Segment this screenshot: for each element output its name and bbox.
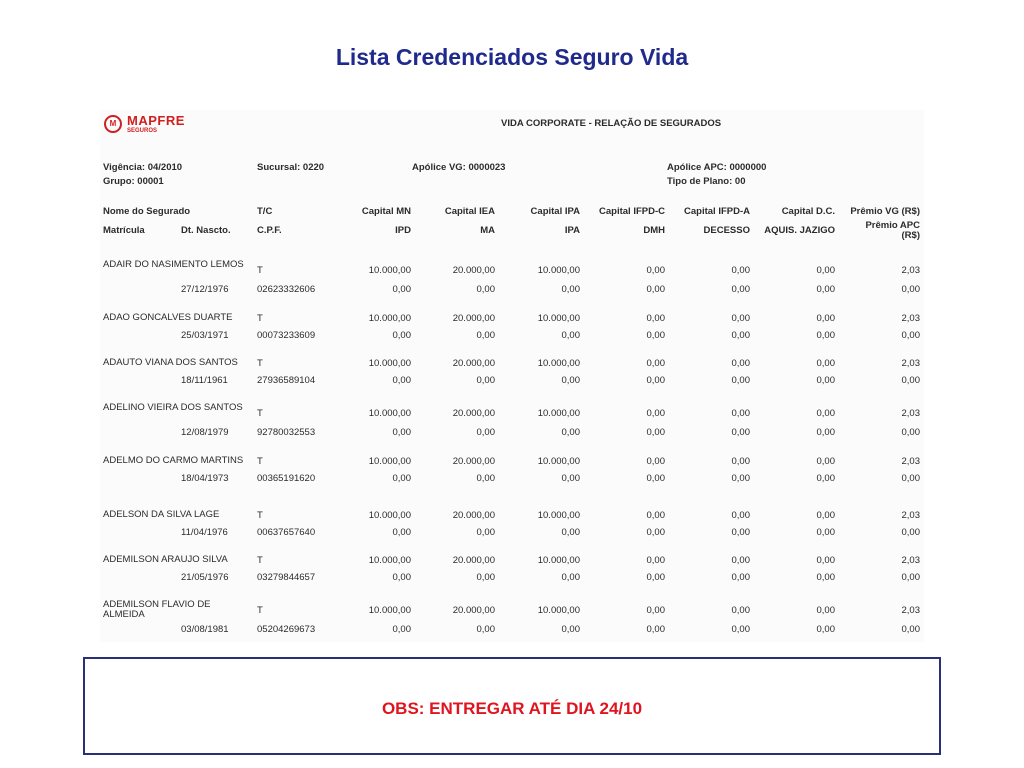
row1-value: 10.000,00 bbox=[537, 313, 580, 324]
row2-value: 0,00 bbox=[901, 330, 920, 341]
row2-value: 0,00 bbox=[731, 473, 750, 484]
row1-value: 10.000,00 bbox=[368, 510, 411, 521]
row2-value: 0,00 bbox=[561, 527, 580, 538]
header-row2-col-6: DMH bbox=[643, 225, 665, 236]
logo-name: MAPFRE bbox=[127, 113, 185, 128]
header-row2-col-3: IPD bbox=[395, 225, 411, 236]
row2-value: 0,00 bbox=[816, 330, 835, 341]
row2-value: 0,00 bbox=[646, 624, 665, 635]
row2-value: 0,00 bbox=[901, 527, 920, 538]
row1-value: 10.000,00 bbox=[537, 605, 580, 616]
row1-value: 10.000,00 bbox=[368, 605, 411, 616]
insured-name: ADAO GONCALVES DUARTE bbox=[103, 312, 233, 323]
row1-value: 0,00 bbox=[646, 555, 665, 566]
row2-value: 0,00 bbox=[901, 427, 920, 438]
row1-value: 2,03 bbox=[901, 313, 920, 324]
row1-value: 0,00 bbox=[816, 313, 835, 324]
row1-value: 0,00 bbox=[816, 456, 835, 467]
row2-value: 0,00 bbox=[646, 572, 665, 583]
row1-value: 10.000,00 bbox=[368, 358, 411, 369]
row1-value: 0,00 bbox=[731, 313, 750, 324]
header-row2-col-7: DECESSO bbox=[703, 225, 750, 236]
row2-value: 0,00 bbox=[476, 330, 495, 341]
header-dt-nascto: Dt. Nascto. bbox=[181, 225, 231, 236]
row2-value: 0,00 bbox=[731, 330, 750, 341]
insured-name: ADEMILSON ARAUJO SILVA bbox=[103, 554, 228, 565]
row2-value: 0,00 bbox=[646, 527, 665, 538]
vigencia: Vigência: 04/2010 bbox=[103, 162, 183, 173]
row2-value: 0,00 bbox=[646, 284, 665, 295]
tc-value: T bbox=[257, 408, 263, 419]
row1-value: 0,00 bbox=[816, 358, 835, 369]
row1-value: 0,00 bbox=[816, 555, 835, 566]
row2-value: 0,00 bbox=[646, 473, 665, 484]
tc-value: T bbox=[257, 510, 263, 521]
row2-value: 0,00 bbox=[816, 284, 835, 295]
row2-value: 0,00 bbox=[731, 375, 750, 386]
tc-value: T bbox=[257, 456, 263, 467]
cpf-value: 00365191620 bbox=[257, 473, 316, 484]
row2-value: 0,00 bbox=[476, 572, 495, 583]
apolice-vg: Apólice VG: 0000023 bbox=[412, 162, 506, 173]
row2-value: 0,00 bbox=[816, 427, 835, 438]
birth-date: 27/12/1976 bbox=[181, 284, 229, 295]
mapfre-logo bbox=[104, 114, 185, 134]
row1-value: 20.000,00 bbox=[452, 408, 495, 419]
row1-value: 0,00 bbox=[816, 510, 835, 521]
header-row1-col-8: Prêmio VG (R$) bbox=[850, 206, 920, 217]
row1-value: 10.000,00 bbox=[537, 456, 580, 467]
row1-value: 0,00 bbox=[731, 358, 750, 369]
slide-title: Lista Credenciados Seguro Vida bbox=[335, 44, 689, 70]
row2-value: 0,00 bbox=[731, 527, 750, 538]
row2-value: 0,00 bbox=[392, 624, 411, 635]
row1-value: 2,03 bbox=[901, 408, 920, 419]
header-row2-col-5: IPA bbox=[564, 225, 580, 236]
birth-date: 18/04/1973 bbox=[181, 473, 229, 484]
row2-value: 0,00 bbox=[476, 624, 495, 635]
insured-list-document bbox=[100, 110, 924, 642]
row1-value: 2,03 bbox=[901, 555, 920, 566]
row2-value: 0,00 bbox=[561, 624, 580, 635]
row2-value: 0,00 bbox=[731, 624, 750, 635]
row1-value: 0,00 bbox=[646, 265, 665, 276]
row1-value: 20.000,00 bbox=[452, 510, 495, 521]
row2-value: 0,00 bbox=[731, 427, 750, 438]
header-row2-col-8: AQUIS. JAZIGO bbox=[764, 225, 835, 236]
row1-value: 0,00 bbox=[646, 408, 665, 419]
row1-value: 10.000,00 bbox=[368, 555, 411, 566]
row2-value: 0,00 bbox=[646, 330, 665, 341]
cpf-value: 00637657640 bbox=[257, 527, 316, 538]
row1-value: 10.000,00 bbox=[368, 408, 411, 419]
row1-value: 10.000,00 bbox=[537, 358, 580, 369]
row1-value: 10.000,00 bbox=[368, 456, 411, 467]
row2-value: 0,00 bbox=[392, 527, 411, 538]
row2-value: 0,00 bbox=[561, 284, 580, 295]
row2-value: 0,00 bbox=[476, 284, 495, 295]
row1-value: 20.000,00 bbox=[452, 456, 495, 467]
row1-value: 0,00 bbox=[731, 456, 750, 467]
birth-date: 18/11/1961 bbox=[181, 375, 228, 386]
apolice-apc: Apólice APC: 0000000 bbox=[667, 162, 767, 173]
header-row2-col-4: MA bbox=[480, 225, 495, 236]
row2-value: 0,00 bbox=[392, 284, 411, 295]
row2-value: 0,00 bbox=[901, 473, 920, 484]
row2-value: 0,00 bbox=[646, 375, 665, 386]
birth-date: 03/08/1981 bbox=[181, 624, 229, 635]
row2-value: 0,00 bbox=[392, 427, 411, 438]
row1-value: 10.000,00 bbox=[368, 265, 411, 276]
logo-sub: SEGUROS bbox=[127, 127, 158, 134]
tc-value: T bbox=[257, 358, 263, 369]
insured-name: ADELINO VIEIRA DOS SANTOS bbox=[103, 402, 243, 413]
insured-name: ADELMO DO CARMO MARTINS bbox=[103, 455, 244, 466]
cpf-value: 92780032553 bbox=[257, 427, 316, 438]
row2-value: 0,00 bbox=[392, 473, 411, 484]
row2-value: 0,00 bbox=[901, 284, 920, 295]
row2-value: 0,00 bbox=[561, 427, 580, 438]
header-row2-col-9: Prêmio APC (R$) bbox=[865, 220, 920, 241]
row1-value: 20.000,00 bbox=[452, 313, 495, 324]
row2-value: 0,00 bbox=[901, 375, 920, 386]
row2-value: 0,00 bbox=[476, 473, 495, 484]
row1-value: 20.000,00 bbox=[452, 265, 495, 276]
row1-value: 0,00 bbox=[646, 605, 665, 616]
row2-value: 0,00 bbox=[476, 527, 495, 538]
row1-value: 0,00 bbox=[731, 408, 750, 419]
header-tc: T/C bbox=[257, 206, 273, 217]
sucursal: Sucursal: 0220 bbox=[257, 162, 325, 173]
row1-value: 0,00 bbox=[731, 555, 750, 566]
birth-date: 25/03/1971 bbox=[181, 330, 229, 341]
tc-value: T bbox=[257, 265, 263, 276]
row2-value: 0,00 bbox=[392, 572, 411, 583]
cpf-value: 02623332606 bbox=[257, 284, 316, 295]
row2-value: 0,00 bbox=[901, 624, 920, 635]
tipo-plano: Tipo de Plano: 00 bbox=[667, 176, 746, 187]
cpf-value: 00073233609 bbox=[257, 330, 316, 341]
row2-value: 0,00 bbox=[561, 572, 580, 583]
row2-value: 0,00 bbox=[731, 284, 750, 295]
row2-value: 0,00 bbox=[816, 572, 835, 583]
row1-value: 10.000,00 bbox=[368, 313, 411, 324]
row1-value: 2,03 bbox=[901, 456, 920, 467]
row1-value: 2,03 bbox=[901, 358, 920, 369]
row1-value: 2,03 bbox=[901, 605, 920, 616]
header-row1-col-2: Capital MN bbox=[361, 206, 411, 217]
cpf-value: 27936589104 bbox=[257, 375, 316, 386]
insured-name: ADEMILSON FLAVIO DE ALMEIDA bbox=[103, 599, 211, 620]
tc-value: T bbox=[257, 605, 263, 616]
observation-text: OBS: ENTREGAR ATÉ DIA 24/10 bbox=[381, 699, 643, 718]
row2-value: 0,00 bbox=[392, 330, 411, 341]
insured-name: ADELSON DA SILVA LAGE bbox=[103, 509, 220, 520]
row1-value: 0,00 bbox=[816, 408, 835, 419]
row1-value: 0,00 bbox=[646, 358, 665, 369]
header-matricula: Matrícula bbox=[103, 225, 145, 236]
row2-value: 0,00 bbox=[476, 427, 495, 438]
cpf-value: 05204269673 bbox=[257, 624, 316, 635]
row2-value: 0,00 bbox=[476, 375, 495, 386]
birth-date: 21/05/1976 bbox=[181, 572, 229, 583]
row2-value: 0,00 bbox=[816, 375, 835, 386]
tc-value: T bbox=[257, 555, 263, 566]
row1-value: 2,03 bbox=[901, 265, 920, 276]
insured-name: ADAUTO VIANA DOS SANTOS bbox=[103, 357, 238, 368]
row2-value: 0,00 bbox=[561, 330, 580, 341]
row1-value: 0,00 bbox=[646, 313, 665, 324]
row1-value: 0,00 bbox=[816, 265, 835, 276]
row1-value: 0,00 bbox=[816, 605, 835, 616]
row1-value: 0,00 bbox=[646, 456, 665, 467]
header-cpf: C.P.F. bbox=[257, 225, 282, 236]
row1-value: 0,00 bbox=[731, 265, 750, 276]
row1-value: 20.000,00 bbox=[452, 605, 495, 616]
row2-value: 0,00 bbox=[392, 375, 411, 386]
row2-value: 0,00 bbox=[561, 375, 580, 386]
report-title: VIDA CORPORATE - RELAÇÃO DE SEGURADOS bbox=[501, 118, 722, 129]
row1-value: 10.000,00 bbox=[537, 265, 580, 276]
row1-value: 20.000,00 bbox=[452, 555, 495, 566]
row1-value: 0,00 bbox=[731, 605, 750, 616]
row1-value: 2,03 bbox=[901, 510, 920, 521]
row1-value: 10.000,00 bbox=[537, 555, 580, 566]
cpf-value: 03279844657 bbox=[257, 572, 316, 583]
header-row1-col-4: Capital IPA bbox=[530, 206, 580, 217]
header-row1-col-5: Capital IFPD-C bbox=[599, 206, 665, 217]
row2-value: 0,00 bbox=[816, 527, 835, 538]
birth-date: 12/08/1979 bbox=[181, 427, 229, 438]
row1-value: 0,00 bbox=[731, 510, 750, 521]
row1-value: 10.000,00 bbox=[537, 510, 580, 521]
mapfre-logo-icon: M bbox=[104, 115, 122, 133]
row2-value: 0,00 bbox=[816, 473, 835, 484]
header-row1-col-3: Capital IEA bbox=[444, 206, 495, 217]
grupo: Grupo: 00001 bbox=[103, 176, 164, 187]
row1-value: 20.000,00 bbox=[452, 358, 495, 369]
row2-value: 0,00 bbox=[646, 427, 665, 438]
row2-value: 0,00 bbox=[816, 624, 835, 635]
tc-value: T bbox=[257, 313, 263, 324]
header-row1-col-6: Capital IFPD-A bbox=[684, 206, 750, 217]
row2-value: 0,00 bbox=[731, 572, 750, 583]
insured-name: ADAIR DO NASIMENTO LEMOS bbox=[103, 259, 244, 270]
observation-box bbox=[83, 657, 941, 755]
row1-value: 0,00 bbox=[646, 510, 665, 521]
header-nome: Nome do Segurado bbox=[103, 206, 191, 217]
row2-value: 0,00 bbox=[901, 572, 920, 583]
birth-date: 11/04/1976 bbox=[181, 527, 228, 538]
header-row1-col-7: Capital D.C. bbox=[781, 206, 835, 217]
row2-value: 0,00 bbox=[561, 473, 580, 484]
row1-value: 10.000,00 bbox=[537, 408, 580, 419]
